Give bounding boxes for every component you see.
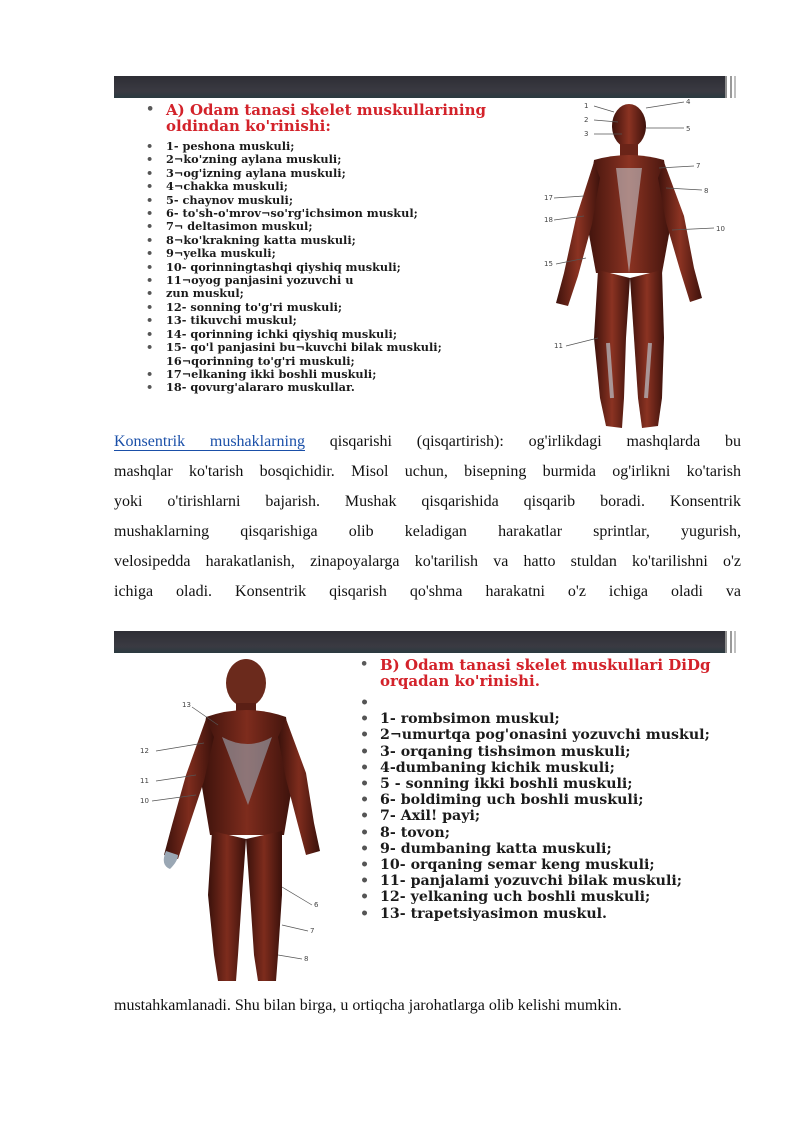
svg-text:18: 18 [544,216,553,224]
list-item: • [360,695,370,711]
svg-text:11: 11 [554,342,563,350]
list-item: • zun muskul; [146,286,244,301]
svg-text:13: 13 [182,701,191,709]
front-muscle-list [144,140,534,395]
list-item: • 10- orqaning semar keng muskuli; [360,857,655,874]
svg-text:8: 8 [304,955,309,963]
svg-text:10: 10 [140,797,149,805]
svg-text:4: 4 [686,98,691,106]
list-item: • 8¬ko'krakning katta muskuli; [146,232,356,247]
list-item: • 7- Axil! payi; [360,808,481,825]
svg-text:10: 10 [716,225,725,233]
list-item: • 2¬ko'zning aylana muskuli; [146,152,342,167]
svg-text:8: 8 [704,187,709,195]
list-item: • 9¬yelka muskuli; [146,246,276,261]
list-item: • 10- qorinningtashqi qiyshiq muskuli; [146,259,401,274]
svg-text:2: 2 [584,116,589,124]
svg-text:7: 7 [696,162,701,170]
svg-text:7: 7 [310,927,315,935]
paragraph-conclusion: mustahkamlanadi. Shu bilan birga, u ortiqcha jarohatlarga olib kelishi mumkin. [114,997,622,1014]
svg-text:1: 1 [584,102,589,110]
list-item: • 1- rombsimon muskul; [360,711,560,728]
list-item: • 13- tikuvchi muskul; [146,313,297,328]
slide-header-bar [114,631,739,653]
list-item: • 13- trapetsiyasimon muskul. [360,905,607,922]
anatomy-front-figure-image [534,98,739,432]
list-item: • 3- orqaning tishsimon muskuli; [360,743,631,760]
paragraph-line: velosipedda harakatlanish, zinapoyalarga ko'tarilish va hatto stuldan ko'tarilishni o'z [114,553,741,570]
slide-back-text [358,657,728,922]
list-item: • 11- panjalami yozuvchi bilak muskuli; [360,873,682,890]
list-item: • 17¬elkaning ikki boshli muskuli; [146,366,377,381]
slide-back-view [114,631,739,983]
svg-text:15: 15 [544,260,553,268]
list-item: • 9- dumbaning katta muskuli; [360,840,612,857]
list-item: • 11¬oyog panjasini yozuvchi u [146,273,354,288]
paragraph-line: ichiga oladi. Konsentrik qisqarish qo'shma harakatni o'z ichiga oladi va [114,583,741,600]
paragraph-line: mashqlar ko'tarish bosqichidir. Misol uchun, bisepning burmida og'irlikni ko'tarish [114,463,741,480]
list-item: • 5- chaynov muskuli; [146,192,294,207]
list-item: • 15- qo'l panjasini bu¬kuvchi bilak muskuli; [146,340,442,355]
list-item: • 12- sonning to'g'ri muskuli; [146,299,343,314]
list-item: • 14- qorinning ichki qiyshiq muskuli; [146,326,397,341]
slide-back-title: • B) Odam tanasi skelet muskullari DiDg orqadan ko'rinishi. [360,656,711,690]
list-item: • 6- boldiming uch boshli muskuli; [360,792,644,809]
svg-text:11: 11 [140,777,149,785]
back-muscle-list [358,695,728,922]
svg-text:3: 3 [584,130,589,138]
slide-header-bar [114,76,739,98]
list-item: • 7¬ deltasimon muskul; [146,219,313,234]
list-item: • 4-dumbaning kichik muskuli; [360,759,615,776]
svg-text:17: 17 [544,194,553,202]
svg-text:6: 6 [314,901,319,909]
paragraph-concentric: Konsentrik mushaklarning qisqarishi (qisqartirish): og'irlikdagi mashqlarda bu mashqlar ko'tarish bosqichidir. Misol uchun, bisepning burmida og'irlikni ko'tarish yoki o'tirishlarni bajarish. Mushak qisqarishida qisqarib boradi. Konsentrik mushaklarning qisqarishiga olib keladigan harakatlar sprintlar, yugurish, velosipedda harakatlanish, zinapoyalarga ko'tarilish va hatto stuldan ko'tarilishni o'z ichiga oladi. Konsentrik qisqarish qo'shma harakatni o'z ichiga oladi va [114,427,741,607]
list-item: • 8- tovon; [360,824,450,841]
list-item: • 18- qovurg'alararo muskullar. [146,380,355,395]
slide-front-text [144,102,534,395]
list-item: • 12- yelkaning uch boshli muskuli; [360,889,651,906]
concentric-muscles-link[interactable]: Konsentrik mushaklarning [114,433,305,450]
paragraph-line: yoki o'tirishlarni bajarish. Mushak qisqarishida qisqarib boradi. Konsentrik [114,493,741,510]
slide-front-view [114,76,739,432]
svg-text:12: 12 [140,747,149,755]
list-item: • 2¬umurtqa pog'onasini yozuvchi muskul; [360,727,710,744]
list-item: • 3¬og'izning aylana muskuli; [146,165,346,180]
anatomy-back-figure-image [126,655,336,983]
list-item: • 5 - sonning ikki boshli muskuli; [360,776,633,793]
slide-front-title: • A) Odam tanasi skelet muskullarining oldindan ko'rinishi: [146,101,486,135]
list-item: • 4¬chakka muskuli; [146,179,288,194]
list-item: 16¬qorinning to'g'ri muskuli; [166,353,355,368]
paragraph-line: mushaklarning qisqarishiga olib keladigan harakatlar sprintlar, yugurish, [114,523,741,540]
list-item: • 6- to'sh-o'mrov¬so'rg'ichsimon muskul; [146,206,418,221]
list-item: • 1- peshona muskuli; [146,139,295,153]
svg-text:5: 5 [686,125,691,133]
